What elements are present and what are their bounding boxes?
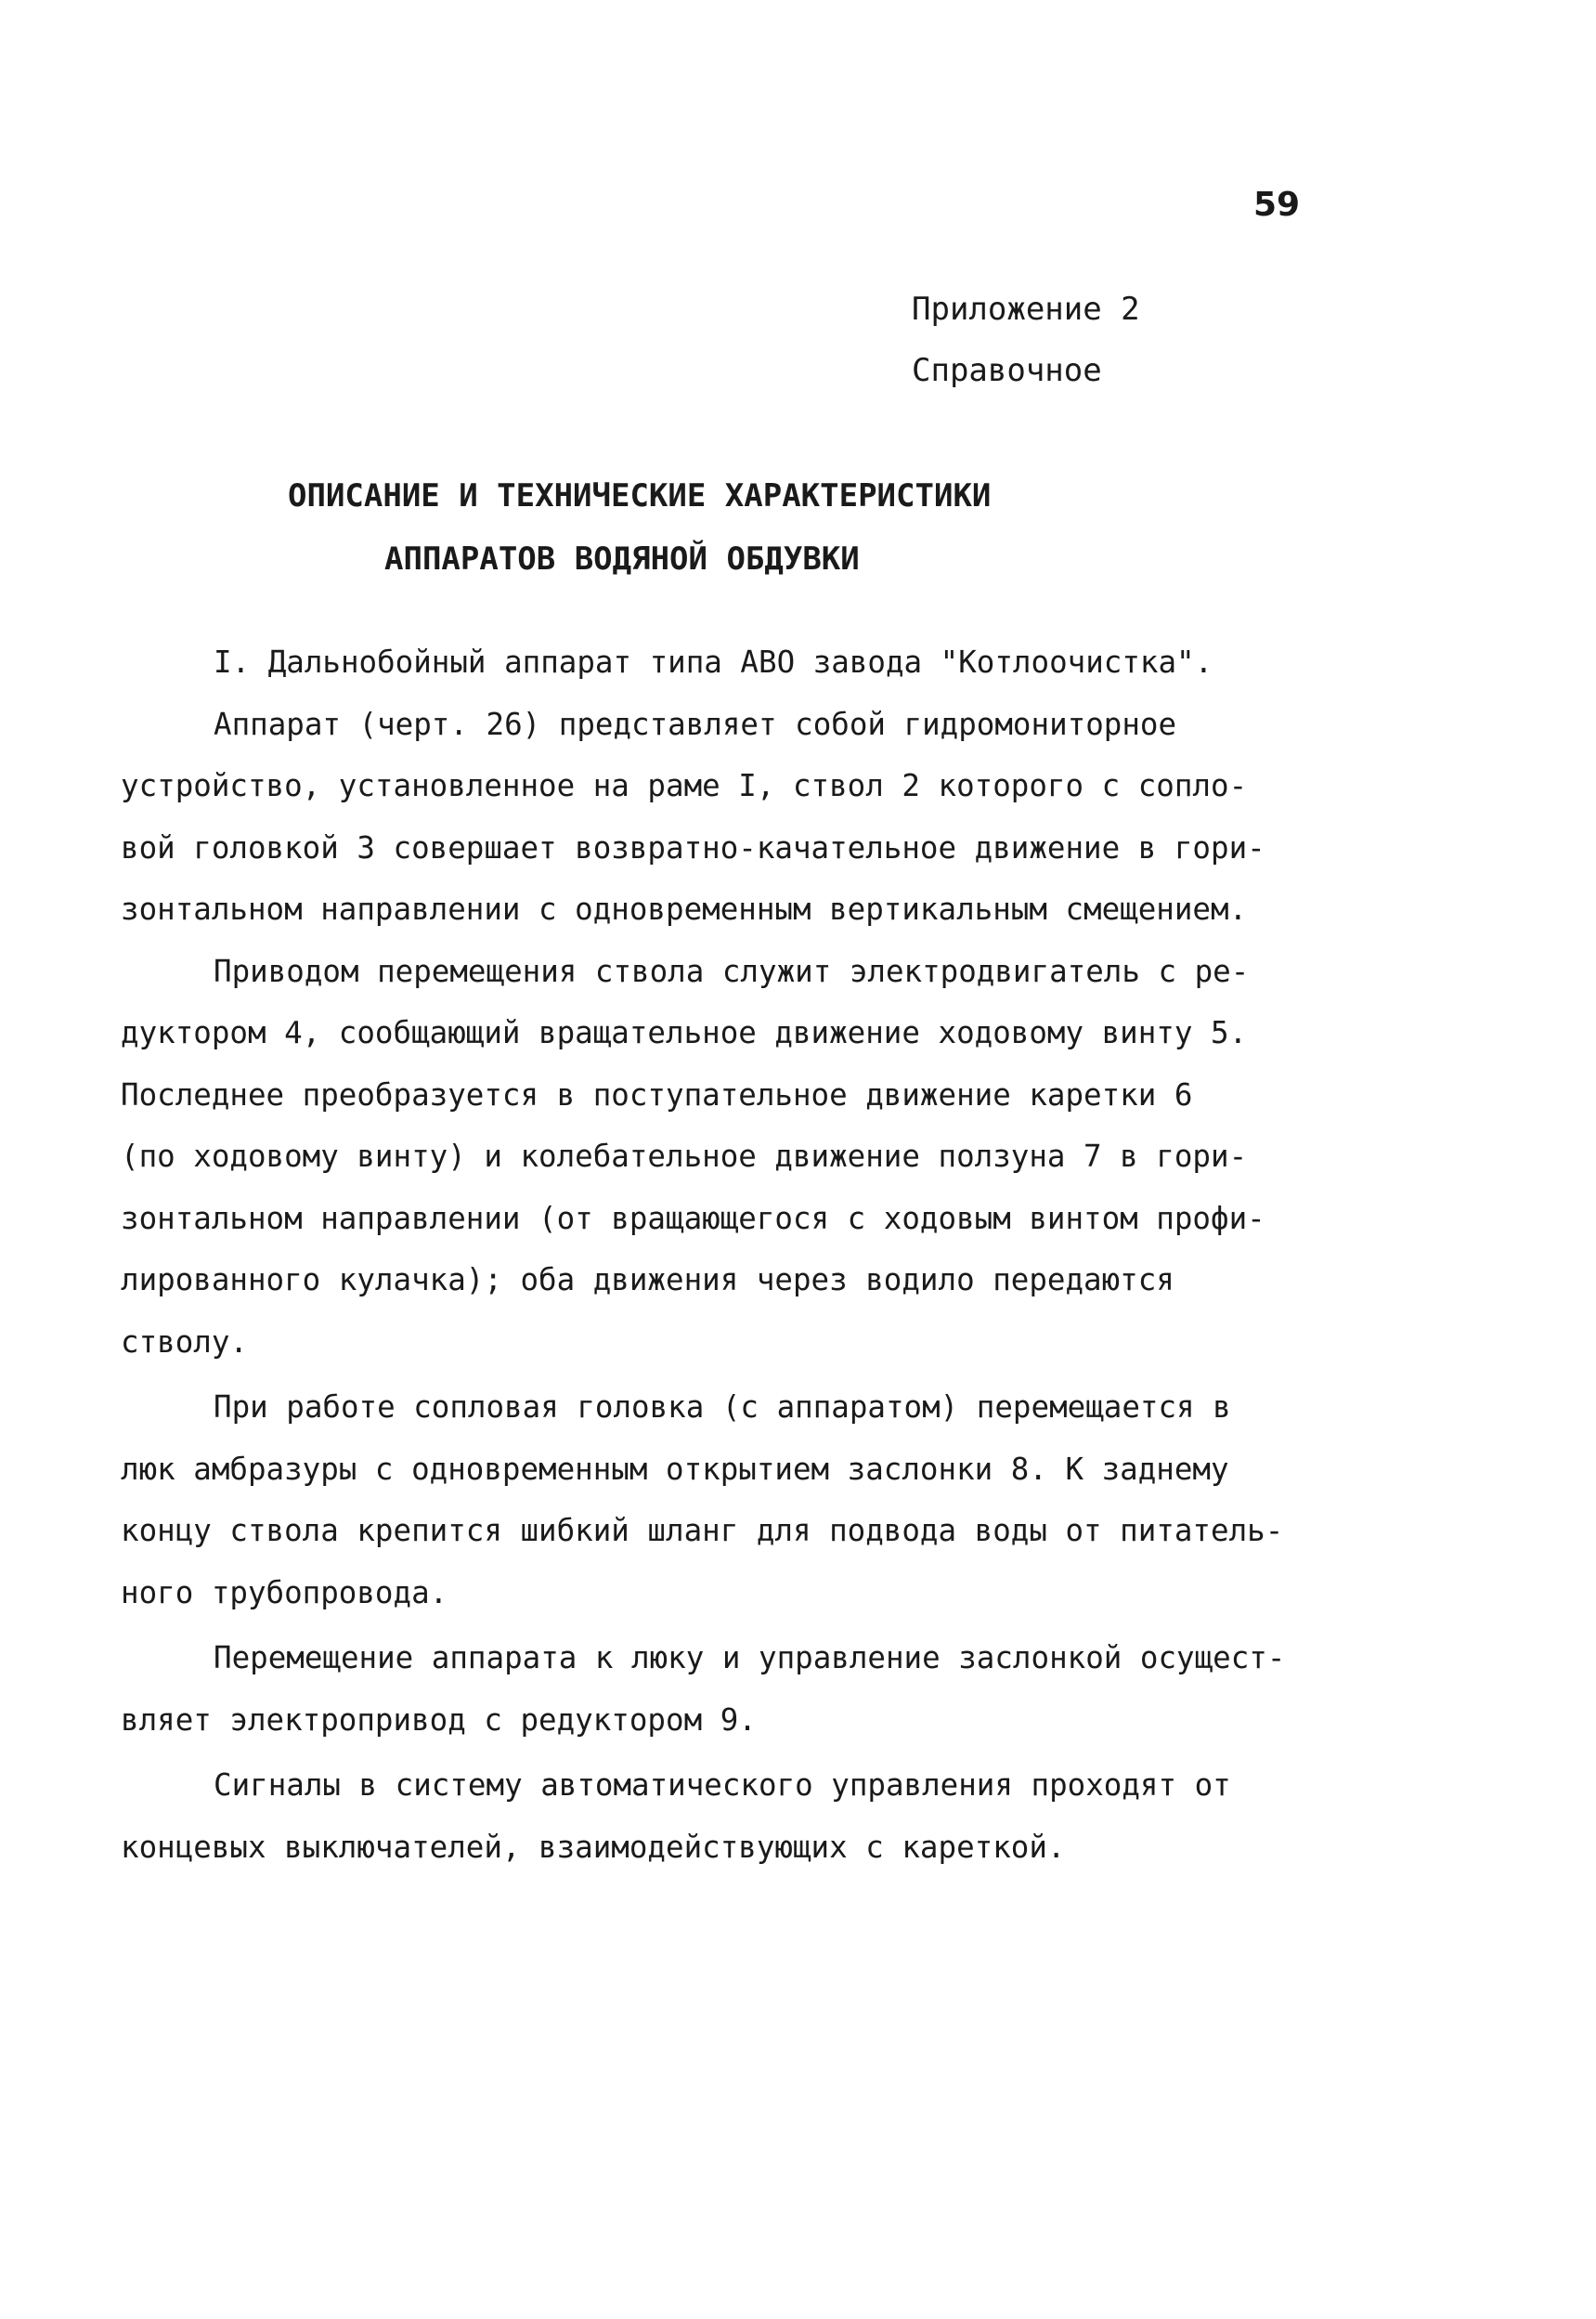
text-line: концу ствола крепится шибкий шланг для подвода воды от питатель-: [121, 1513, 1284, 1548]
appendix-type: Справочное: [912, 352, 1102, 389]
text-line: люк амбразуры с одновременным открытием заслонки 8. К заднему: [121, 1451, 1229, 1487]
text-line: (по ходовому винту) и колебательное движение ползуна 7 в гори-: [121, 1139, 1248, 1174]
text-line: вляет электропривод с редуктором 9.: [121, 1701, 757, 1738]
appendix-header: [912, 279, 1140, 401]
text-line: Аппарат (черт. 26) представляет собой гидромониторное: [214, 706, 1177, 742]
text-line: устройство, установленное на раме I, ствол 2 которого с сопло-: [121, 768, 1248, 803]
page-number: 59: [1253, 186, 1301, 224]
text-line: вой головкой 3 совершает возвратно-качательное движение в гори-: [121, 829, 1265, 866]
text-line: При работе сопловая головка (с аппаратом) перемещается в: [214, 1389, 1231, 1425]
text-line: концевых выключателей, взаимодействующих с кареткой.: [121, 1829, 1066, 1865]
text-line: Сигналы в систему автоматического управления проходят от: [214, 1767, 1231, 1803]
text-line: лированного кулачка); оба движения через водило передаются: [121, 1262, 1174, 1297]
text-line: стволу.: [121, 1323, 248, 1360]
text-line: Приводом перемещения ствола служит электродвигатель с ре-: [214, 953, 1250, 989]
text-line: Последнее преобразуется в поступательное движение каретки 6: [121, 1076, 1193, 1113]
text-line: зонтальном направлении с одновременным вертикальным смещением.: [121, 892, 1248, 927]
text-line: Перемещение аппарата к люку и управление заслонкой осущест-: [214, 1640, 1286, 1675]
text-line: зонтальном направлении (от вращающегося с ходовым винтом профи-: [121, 1200, 1265, 1236]
appendix-label: Приложение 2: [912, 291, 1140, 328]
document-title: [288, 464, 1123, 591]
title-line-2: АППАРАТОВ ВОДЯНОЙ ОБДУВКИ: [384, 541, 860, 578]
text-line: I. Дальнобойный аппарат типа АВО завода "Котлоочистка".: [214, 645, 1213, 680]
body-text: [121, 632, 1328, 1878]
text-line: дуктором 4, сообщающий вращательное движение ходовому винту 5.: [121, 1015, 1248, 1050]
title-line-1: ОПИСАНИЕ И ТЕХНИЧЕСКИЕ ХАРАКТЕРИСТИКИ: [288, 477, 992, 515]
text-line: ного трубопровода.: [121, 1574, 448, 1610]
